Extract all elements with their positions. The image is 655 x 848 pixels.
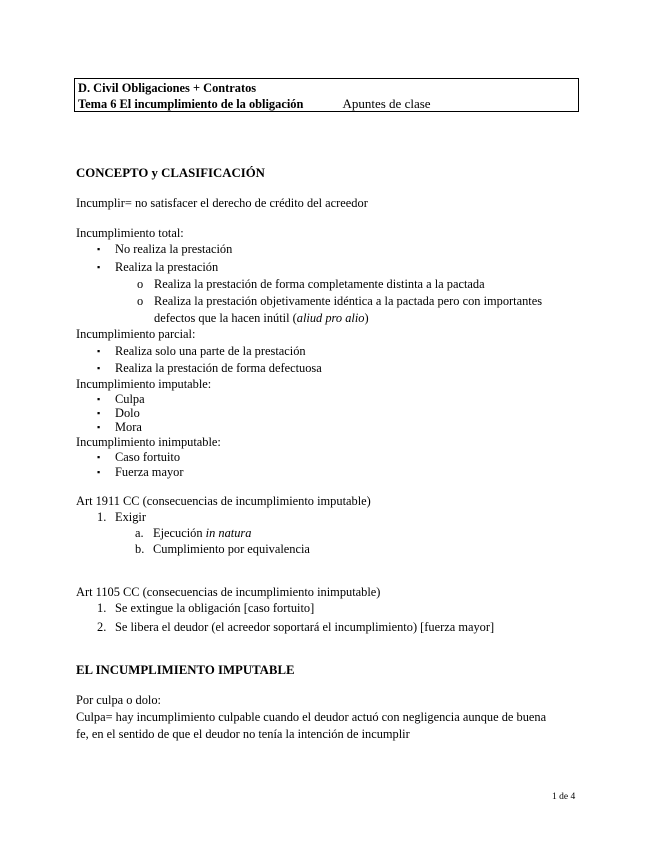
header-subtitle: Apuntes de clase xyxy=(342,96,431,111)
definition-text: Incumplir= no satisfacer el derecho de crédito del acreedor xyxy=(76,196,368,210)
bullet-square-icon: ▪ xyxy=(97,408,101,418)
list-letter: b. xyxy=(135,542,145,556)
culpa-text-line2: fe, en el sentido de que el deudor no tenía la intención de incumplir xyxy=(76,727,410,741)
bullet-square-icon: ▪ xyxy=(97,363,101,373)
section-heading-concepto: CONCEPTO y CLASIFICACIÓN xyxy=(76,166,265,180)
course-title: D. Civil Obligaciones + Contratos xyxy=(78,81,257,95)
list-letter: a. xyxy=(135,526,144,540)
partial-label: Incumplimiento parcial: xyxy=(76,327,196,341)
bullet-square-icon: ▪ xyxy=(97,262,101,272)
bullet-square-icon: ▪ xyxy=(97,422,101,432)
list-item-continuation: defectos que la hacen inútil (aliud pro alio) xyxy=(154,311,369,325)
topic-title: Tema 6 El incumplimiento de la obligación xyxy=(78,97,304,111)
inimputable-label: Incumplimiento inimputable: xyxy=(76,435,221,449)
list-number: 1. xyxy=(97,510,107,524)
bullet-circle-icon: o xyxy=(137,277,144,291)
list-number: 2. xyxy=(97,620,107,634)
bullet-square-icon: ▪ xyxy=(97,244,101,254)
intro-text: Por culpa o dolo: xyxy=(76,693,162,707)
list-number: 1. xyxy=(97,601,107,615)
bullet-circle-icon: o xyxy=(137,294,144,308)
bullet-square-icon: ▪ xyxy=(97,394,101,404)
header-box xyxy=(74,78,579,112)
total-label: Incumplimiento total: xyxy=(76,226,184,240)
bullet-square-icon: ▪ xyxy=(97,346,101,356)
section-heading-imputable: EL INCUMPLIMIENTO IMPUTABLE xyxy=(76,663,295,677)
bullet-square-icon: ▪ xyxy=(97,467,101,477)
document-page: D. Civil Obligaciones + Contratos Tema 6 El incumplimiento de la obligación Apuntes de clase CONCEPTO y CLASIFICACIÓN Incumplir= no satisfacer el derecho de crédito del acreedor Incumplimiento total: ▪ No realiza la prestación ▪ Realiza la prestación o Realiza la prestación de forma completamente distinta a la pactada o Realiza la prestación objetivamente idéntica a la pactada pero con importantes defectos que la hacen inútil (aliud pro alio) Incumplimiento parcial: ▪ Realiza solo una parte de la prestación ▪ Realiza la prestación de forma defectuosa Incumplimiento imputable: ▪ Culpa ▪ Dolo ▪ Mora Incumplimiento inimputable: ▪ Caso fortuito ▪ Fuerza mayor Art 1911 CC (consecuencias de incumplimiento imputable) 1. Exigir a. Ejecución in natura b. Cumplimiento por equivalencia Art 1105 CC (consecuencias de incumplimiento inimputable) 1. Se extingue la obligación [caso fortuito] 2. Se libera el deudor (el acreedor soportará el incumplimiento) [fuerza mayor] EL INCUMPLIMIENTO IMPUTABLE Por culpa o dolo: Culpa= hay incumplimiento culpable cuando el deudor actuó con negligencia aunque de buena fe, en el sentido de que el deudor no tenía la intención de incumplir 1 de 4 xyxy=(0,0,655,848)
art1911-label: Art 1911 CC (consecuencias de incumplimiento imputable) xyxy=(76,494,371,508)
art1105-label: Art 1105 CC (consecuencias de incumplimiento inimputable) xyxy=(76,585,381,599)
imputable-label: Incumplimiento imputable: xyxy=(76,377,212,391)
culpa-text-line1: Culpa= hay incumplimiento culpable cuando el deudor actuó con negligencia aunque de buena xyxy=(76,710,547,724)
page-number: 1 de 4 xyxy=(552,792,576,802)
bullet-square-icon: ▪ xyxy=(97,452,101,462)
